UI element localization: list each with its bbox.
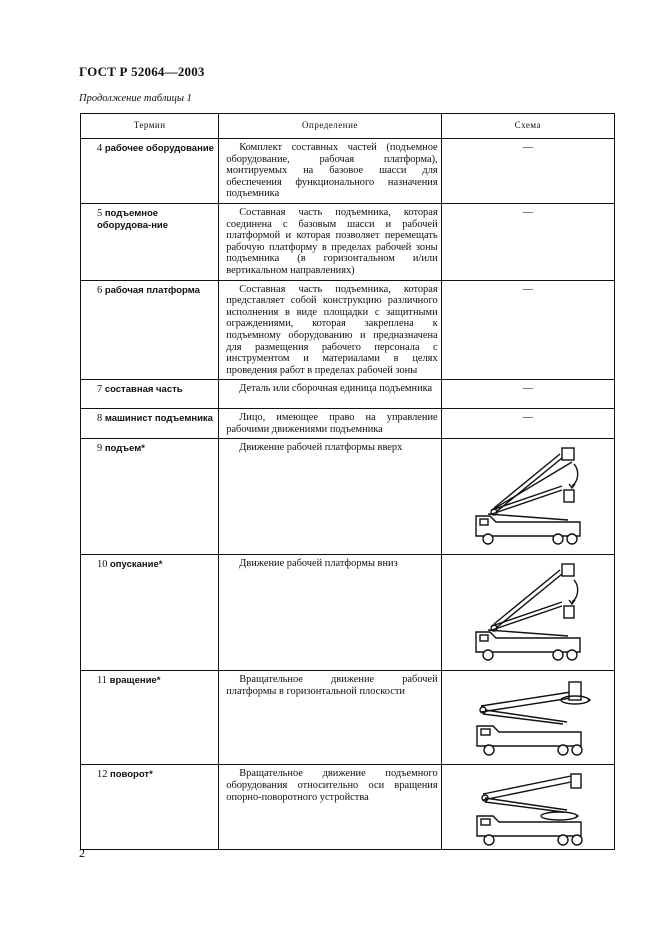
terms-table (80, 113, 615, 850)
table-row (81, 765, 615, 850)
scheme-cell (441, 671, 614, 765)
scheme-cell (441, 765, 614, 850)
term-cell: 5 подъемное оборудова-ние (81, 203, 219, 280)
definition-cell: Комплект составных частей (подъемное оборудование, рабочая платформа), монтируемых на базовое шасси для обеспечения функционального назначения подъемника (219, 139, 441, 204)
table-row (81, 671, 615, 765)
scheme-cell (441, 555, 614, 671)
table-row (81, 380, 615, 409)
term-cell: 11 вращение* (81, 671, 219, 765)
term-text: составная часть (104, 384, 183, 396)
scheme-dash: — (522, 142, 534, 153)
scheme-cell (441, 439, 614, 555)
column-header-definition: Определение (219, 114, 441, 139)
term-text: рабочее оборудование (104, 143, 214, 154)
term-cell: 12 поворот* (81, 765, 219, 850)
term-cell: 6 рабочая платформа (81, 280, 219, 380)
column-header-term: Термин (81, 114, 219, 139)
definition-cell: Вращательное движение рабочей платформы в горизонтальной плоскости (219, 671, 441, 765)
term-text: вращение* (109, 675, 161, 687)
table-row (81, 280, 615, 380)
scheme-cell (441, 203, 614, 280)
term-cell: 10 опускание* (81, 555, 219, 671)
term-text: подъемное оборудова-ние (97, 207, 169, 231)
term-cell: 7 составная часть (81, 380, 219, 409)
scheme-dash: — (522, 206, 534, 218)
term-text: подъем* (104, 443, 145, 455)
document-header: ГОСТ Р 52064—2003 (79, 64, 205, 79)
table-row (81, 409, 615, 439)
definition-cell: Движение рабочей платформы вверх (219, 439, 441, 555)
scheme-cell (441, 380, 614, 409)
table-row (81, 555, 615, 671)
scheme-cell (441, 409, 614, 439)
scheme-cell (441, 139, 614, 204)
definition-cell: Вращательное движение подъемного оборудования относительно оси вращения опорно-поворотного устройства (219, 765, 441, 850)
term-cell: 8 машинист подъемника (81, 409, 219, 439)
table-header-row (81, 114, 615, 139)
slewing-diagram (463, 768, 593, 848)
table-row (81, 139, 615, 204)
table-row (81, 439, 615, 555)
scheme-dash: — (522, 412, 534, 424)
term-text: поворот* (110, 769, 153, 781)
page-number: 2 (79, 846, 85, 860)
platform-rotation-diagram (463, 674, 593, 760)
table-caption: Продолжение таблицы 1 (79, 93, 192, 104)
definition-cell: Составная часть подъемника, которая соединена с базовым шасси и рабочей платформой и которая позволяет перемещать рабочую платформу в пределах рабочей зоны подъемника (в горизонтальном и/или вертикальном направлениях) (219, 203, 441, 280)
definition-cell: Лицо, имеющее право на управление рабочими движениями подъемника (219, 409, 441, 439)
term-cell: 4 рабочее оборудование (81, 139, 219, 204)
column-header-scheme: Схема (441, 114, 614, 139)
definition-cell: Составная часть подъемника, которая представляет собой конструкцию различного исполнения в виде площадки с защитными ограждениями, которая закреплена к подъемному оборудованию и предназначена для размещения рабочего персонала с инструментом и материалами в целях проведения работ в пределах рабочей зоны (219, 280, 441, 380)
term-text: рабочая платформа (104, 284, 200, 296)
scheme-dash: — (522, 383, 534, 395)
term-cell: 9 подъем* (81, 439, 219, 555)
scheme-cell (441, 280, 614, 380)
definition-cell: Деталь или сборочная единица подъемника (219, 380, 441, 409)
lift-up-diagram (468, 442, 588, 552)
lowering-diagram (468, 558, 588, 668)
term-text: машинист подъемника (104, 413, 213, 425)
term-text: опускание* (110, 559, 163, 571)
scheme-dash: — (522, 283, 534, 295)
definition-cell: Движение рабочей платформы вниз (219, 555, 441, 671)
table-row (81, 203, 615, 280)
